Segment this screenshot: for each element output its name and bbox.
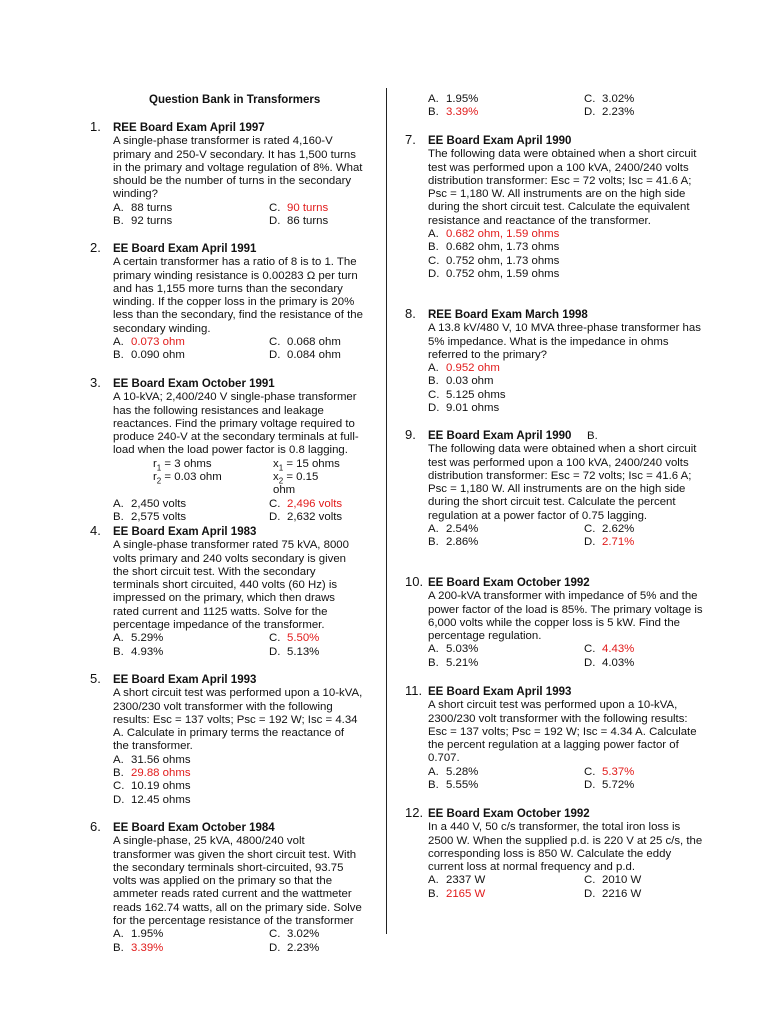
option-letter: D. [113,793,125,806]
option-letter: C. [269,632,281,645]
exam-source: EE Board Exam April 1990 [428,135,572,147]
exam-source: EE Board Exam April 1983 [113,526,257,538]
option-letter: D. [584,536,596,549]
exam-source: EE Board Exam October 1992 [428,577,590,589]
stray-mark: B. [587,430,598,442]
option-text: 5.21% [446,656,479,669]
option-letter: C. [269,201,281,214]
question-body [428,686,706,792]
option-text: 0.682 ohm, 1.73 ohms [446,241,560,254]
correct-answer: 5.37% [602,765,635,778]
question-body [428,577,706,670]
option-letter: A. [428,523,439,536]
question-number: 5. [90,671,101,686]
question-number: 2. [90,240,101,255]
question-number: 11. [405,683,423,698]
question-stem: A 13.8 kV/480 V, 10 MVA three-phase transformer has 5% impedance. What is the impedance in ohms referred to the primary? [428,322,701,361]
answer-options [113,202,363,229]
option-text: 0.752 ohm, 1.59 ohms [446,267,560,280]
answer-options [113,928,363,955]
option-letter: C. [269,928,281,941]
question-stem: A single-phase transformer is rated 4,160-V primary and 250-V secondary. It has 1,500 turns in the primary and voltage regulation of 8%. What should be the number of turns in the secondary winding? [113,135,363,201]
option-letter: D. [269,510,281,523]
option-text: 0.03 ohm [446,375,494,388]
option-text: 9.01 ohms [446,402,500,415]
option-text: 2,575 volts [131,510,187,523]
option-letter: C. [584,643,596,656]
option-letter: D. [269,941,281,954]
option-letter: C. [428,254,440,267]
question-number: 9. [405,427,416,442]
option-text: 0.084 ohm [287,349,341,362]
option-letter: D. [584,106,596,119]
question-stem: A certain transformer has a ratio of 8 is to 1. The primary winding resistance is 0.00283 Ω per turn and has 1,155 more turns than the secondary winding. If the copper loss in the primary is 20% less than the secondary, find the resistance of the secondary winding. [113,256,363,335]
correct-answer: 2,496 volts [287,497,343,510]
question-body [428,808,706,901]
value-spacer [113,471,153,498]
question-stem: In a 440 V, 50 c/s transformer, the total iron loss is 2500 W. When the supplied p.d. is 220 V at 25 c/s, the corresponding loss is 850 W. Calculate the eddy current loss at normal frequency and p.d. [428,821,703,874]
option-letter: B. [428,375,439,388]
option-letter: C. [113,780,125,793]
option-letter: A. [113,201,124,214]
option-letter: B. [113,215,124,228]
question-body [428,93,706,120]
option-letter: B. [428,241,439,254]
option-text: 5.125 ohms [446,388,506,401]
question-body [113,674,363,807]
option-text: 2.54% [446,523,479,536]
exam-source: EE Board Exam October 1992 [428,808,590,820]
answer-options [113,632,363,659]
question-stem: A 10-kVA; 2,400/240 V single-phase transformer has the following resistances and leakage reactances. Find the primary voltage required to produce 240-V at the secondary terminals at full-load when the load power factor is 0.8 lagging. [113,391,359,457]
question-number: 1. [90,119,101,134]
option-letter: C. [269,336,281,349]
question-number: 3. [90,375,101,390]
exam-source: EE Board Exam April 1990 [428,430,572,442]
question-stem: A short circuit test was performed upon a 10-kVA, 2300/230 volt transformer with the following results: Esc = 137 volts; Psc = 192 W; Isc = 4.34 A. Calculate in primary terms the reactance of the transformer. [113,687,363,753]
option-letter: B. [428,887,439,900]
option-text: 2216 W [602,887,642,900]
option-letter: B. [113,941,124,954]
option-text: 1.95% [446,93,479,105]
correct-answer: 3.39% [446,106,479,119]
option-text: 12.45 ohms [131,793,191,806]
correct-answer: 0.682 ohm, 1.59 ohms [446,228,560,241]
parameter-values [113,458,363,498]
option-letter: A. [428,93,439,105]
question-number: 6. [90,819,101,834]
resistance-value: $r_1 = 3$ ohms [153,457,212,473]
question-stem: A short circuit test was performed upon a 10-kVA, 2300/230 volt transformer with the following results: Esc = 137 volts; Psc = 192 W; Isc = 4.34 A. Calculate the percent regulation at a lagging power factor of 0.707. [428,699,697,765]
question-number: 10. [405,574,424,589]
answer-options [428,874,706,901]
option-text: 0.090 ohm [131,349,185,362]
option-text: 2.23% [602,106,635,119]
option-letter: A. [113,336,124,349]
reactance-value: $x_1 = 15$ ohms [273,457,340,473]
answer-options [428,228,706,281]
answer-options [113,754,363,807]
question-body [428,430,706,550]
correct-answer: 2.71% [602,536,635,549]
exam-source: EE Board Exam April 1993 [428,686,572,698]
option-letter: B. [113,510,124,523]
option-text: 86 turns [287,215,329,228]
exam-source: EE Board Exam April 1991 [113,243,257,255]
option-letter: B. [428,106,439,119]
question-stem: A single-phase transformer rated 75 kVA, 8000 volts primary and 240 volts secondary is given the short circuit test. With the secondary terminals short circuited, 440 volts (60 Hz) is impressed on the primary, which then draws rated current and 1125 watts. Solve for the percentage impedance of the transformer. [113,539,349,632]
option-letter: A. [428,228,439,241]
option-text: 2,450 volts [131,497,187,510]
option-letter: C. [269,497,281,510]
option-text: 2.86% [446,536,479,549]
option-letter: B. [428,536,439,549]
option-letter: B. [113,645,124,658]
correct-answer: 0.073 ohm [131,336,185,349]
question-number: 12. [405,805,424,820]
option-letter: D. [269,349,281,362]
exam-source: EE Board Exam April 1993 [113,674,257,686]
option-letter: B. [428,779,439,792]
correct-answer: 90 turns [287,201,329,214]
answer-options [113,498,363,525]
answer-options [428,93,706,120]
answer-options [428,523,706,550]
exam-source: REE Board Exam March 1998 [428,309,588,321]
option-text: 2337 W [446,874,486,887]
option-text: 5.72% [602,779,635,792]
option-text: 4.03% [602,656,635,669]
answer-options [428,766,706,793]
exam-source: REE Board Exam April 1997 [113,122,265,134]
option-text: 31.56 ohms [131,753,191,766]
question-stem: A single-phase, 25 kVA, 4800/240 volt transformer was given the short circuit test. With the secondary terminals short-circuited, 93.75 volts was applied on the primary so that the ammeter reads rated current and the wattmeter reads 162.74 watts, all on the primary side. Solve for the percentage resistance of the transformer [113,835,362,928]
answer-options [428,643,706,670]
option-letter: B. [428,656,439,669]
question-body [428,135,706,281]
option-letter: A. [428,362,439,375]
option-letter: A. [428,643,439,656]
option-text: 92 turns [131,215,173,228]
option-text: 4.93% [131,645,164,658]
option-text: 10.19 ohms [131,780,191,793]
correct-answer: 4.43% [602,643,635,656]
question-body [113,122,363,228]
option-text: 0.068 ohm [287,336,341,349]
option-text: 5.28% [446,765,479,778]
option-text: 5.03% [446,643,479,656]
option-text: 2,632 volts [287,510,343,523]
option-letter: C. [584,874,596,887]
option-letter: A. [113,753,124,766]
column-divider [386,88,387,934]
option-text: 5.29% [131,632,164,645]
option-letter: C. [584,523,596,536]
option-text: 3.02% [602,93,635,105]
option-text: 88 turns [131,201,173,214]
option-text: 3.02% [287,928,320,941]
answer-options [428,362,706,415]
page-title: Question Bank in Transformers [149,94,321,106]
option-letter: D. [584,779,596,792]
question-body [113,526,363,659]
option-text: 5.55% [446,779,479,792]
question-number: 7. [405,132,416,147]
option-letter: A. [428,765,439,778]
option-letter: D. [269,645,281,658]
question-body [113,243,363,363]
correct-answer: 29.88 ohms [131,767,191,780]
option-text: 1.95% [131,928,164,941]
option-letter: B. [113,767,124,780]
option-letter: A. [428,874,439,887]
option-text: 2.23% [287,941,320,954]
option-letter: D. [428,267,440,280]
question-stem: A 200-kVA transformer with impedance of 5% and the power factor of the load is 85%. The primary voltage is 6,000 volts while the copper loss is 5 kW. Find the percentage regulation. [428,590,703,643]
option-letter: C. [584,93,596,105]
correct-answer: 3.39% [131,941,164,954]
answer-options [113,336,363,363]
exam-source: EE Board Exam October 1984 [113,822,275,834]
option-letter: A. [113,928,124,941]
option-letter: D. [584,887,596,900]
question-body [113,378,363,524]
correct-answer: 2165 W [446,887,486,900]
exam-source: EE Board Exam October 1991 [113,378,275,390]
option-letter: B. [113,349,124,362]
option-text: 5.13% [287,645,320,658]
option-letter: D. [584,656,596,669]
option-letter: A. [113,632,124,645]
question-number: 4. [90,523,101,538]
option-text: 2.62% [602,523,635,536]
question-number: 8. [405,306,416,321]
option-letter: A. [113,497,124,510]
value-spacer [113,458,153,471]
question-stem: The following data were obtained when a short circuit test was performed upon a 100 kVA, 2400/240 volts distribution transformer: Esc = 72 volts; Isc = 41.6 A; Psc = 1,180 W. All instruments are on the high side during the short circuit test. Calculate the equivalent resistance and reactance of the transformer. [428,148,697,227]
resistance-value: $r_2 = 0.03$ ohm [153,471,222,486]
correct-answer: 0.952 ohm [446,362,500,375]
option-letter: D. [428,402,440,415]
option-text: 2010 W [602,874,642,887]
option-text: 0.752 ohm, 1.73 ohms [446,254,560,267]
option-letter: C. [584,765,596,778]
question-body [113,822,363,955]
correct-answer: 5.50% [287,632,320,645]
option-letter: C. [428,388,440,401]
question-body [428,309,706,415]
option-letter: D. [269,215,281,228]
reactance-value: $x_2 = 0.15$ ohm [273,471,319,497]
question-stem: The following data were obtained when a short circuit test was performed upon a 100 kVA, 2400/240 volts distribution transformer: Esc = 72 volts; Isc = 41.6 A; Psc = 1,180 W. All instruments are on the high side during the short circuit test. Calculate the percent regulation at a power factor of 0.75 lagging. [428,443,697,522]
